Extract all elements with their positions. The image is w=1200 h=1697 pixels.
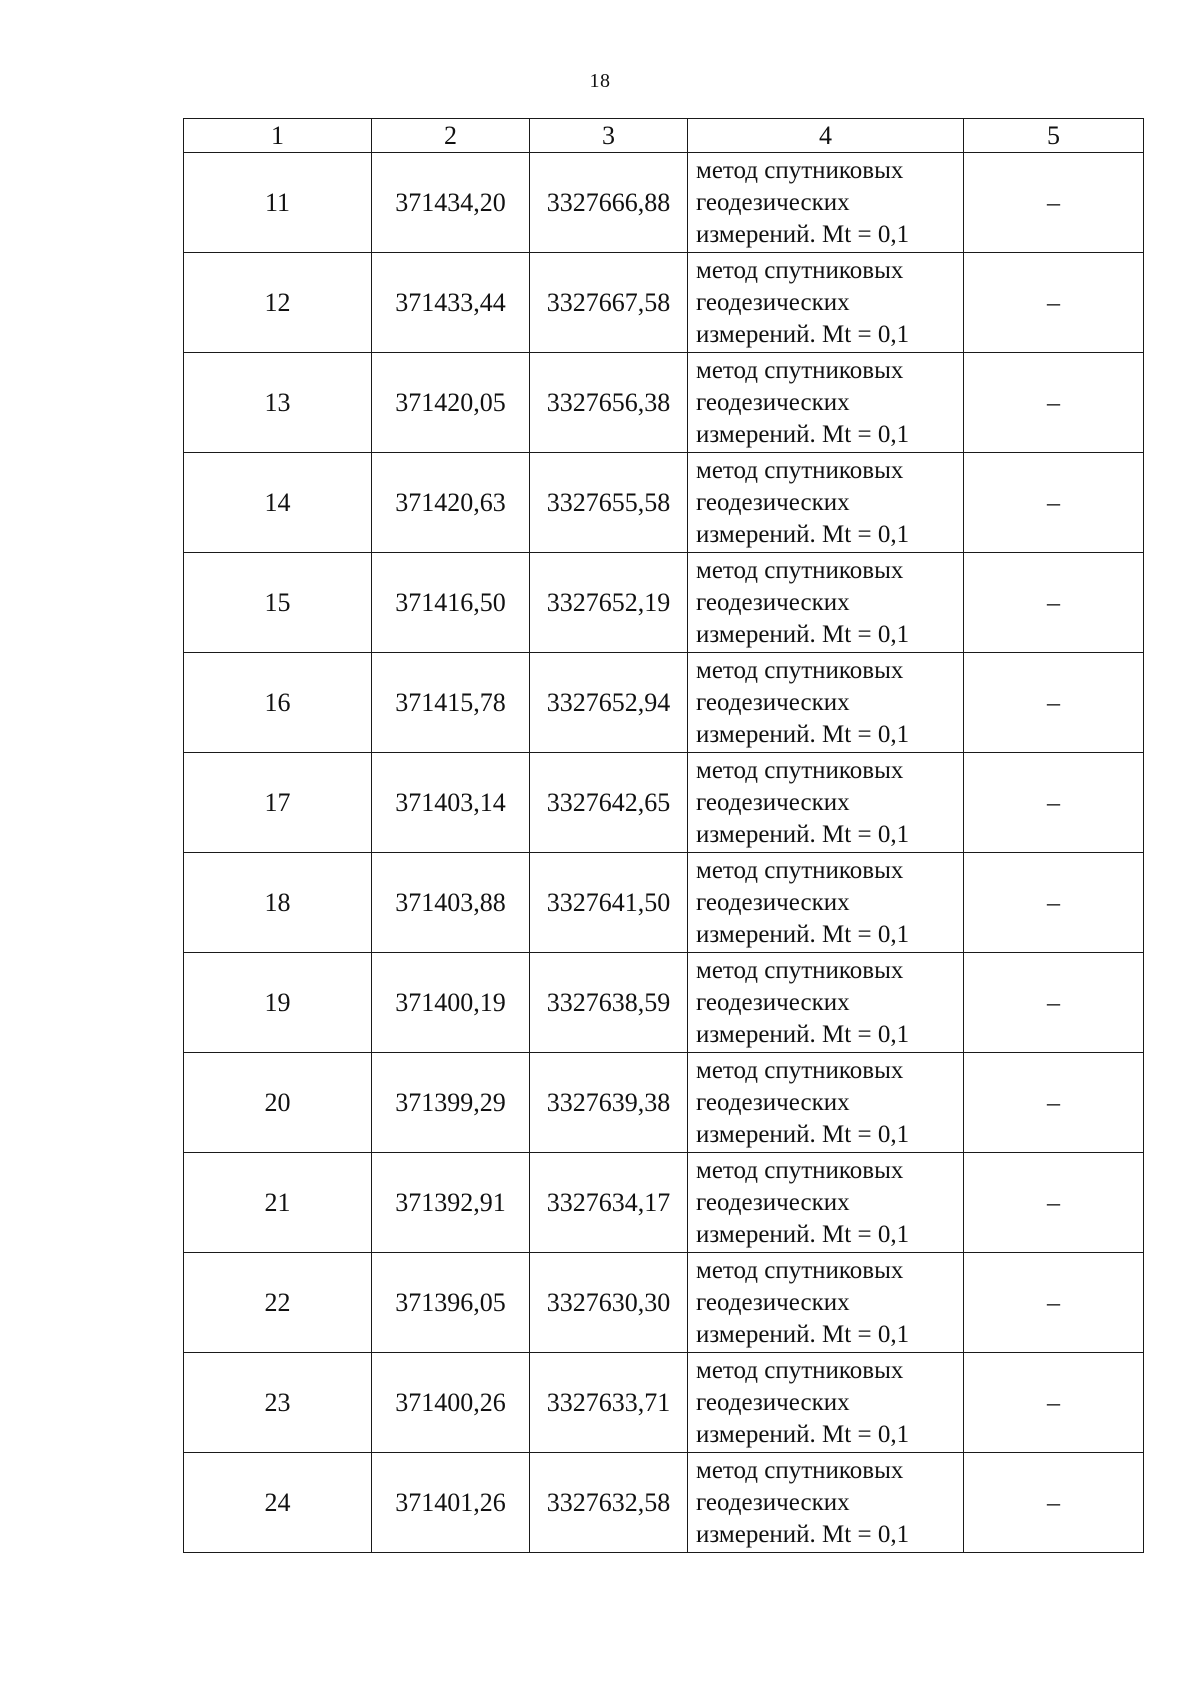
coordinate-x-cell: 371400,19 [372,953,530,1053]
point-number-cell: 18 [184,853,372,953]
table-row [184,1153,1144,1253]
note-cell: – [964,653,1144,753]
method-cell [688,1253,964,1353]
coordinate-y-cell: 3327633,71 [530,1353,688,1453]
coordinate-y-cell: 3327638,59 [530,953,688,1053]
table-row [184,453,1144,553]
table-row [184,753,1144,853]
method-line-3: измерений. Mt = 0,1 [696,1320,910,1348]
method-line-1: метод спутниковых [696,656,904,684]
coordinate-y-cell: 3327666,88 [530,153,688,253]
method-line-3: измерений. Mt = 0,1 [696,520,910,548]
method-line-2: геодезических [696,288,850,316]
note-cell: – [964,1153,1144,1253]
coordinate-y-cell: 3327667,58 [530,253,688,353]
method-line-3: измерений. Mt = 0,1 [696,720,910,748]
note-cell: – [964,753,1144,853]
method-line-1: метод спутниковых [696,156,904,184]
method-cell [688,253,964,353]
table-row [184,953,1144,1053]
table-row [184,1353,1144,1453]
method-line-3: измерений. Mt = 0,1 [696,1020,910,1048]
method-line-2: геодезических [696,588,850,616]
method-line-3: измерений. Mt = 0,1 [696,220,910,248]
method-cell [688,153,964,253]
method-line-2: геодезических [696,388,850,416]
coordinate-y-cell: 3327652,19 [530,553,688,653]
method-line-1: метод спутниковых [696,456,904,484]
point-number-cell: 23 [184,1353,372,1453]
note-cell: – [964,553,1144,653]
coordinate-x-cell: 371403,14 [372,753,530,853]
note-cell: – [964,153,1144,253]
method-line-2: геодезических [696,1088,850,1116]
coordinate-x-cell: 371415,78 [372,653,530,753]
coordinate-y-cell: 3327652,94 [530,653,688,753]
method-line-1: метод спутниковых [696,956,904,984]
method-line-2: геодезических [696,1288,850,1316]
method-line-1: метод спутниковых [696,856,904,884]
coordinate-x-cell: 371416,50 [372,553,530,653]
column-header-3: 3 [530,119,688,153]
column-header-2: 2 [372,119,530,153]
table-row [184,1253,1144,1353]
coordinate-x-cell: 371396,05 [372,1253,530,1353]
method-line-1: метод спутниковых [696,1156,904,1184]
note-cell: – [964,453,1144,553]
method-line-3: измерений. Mt = 0,1 [696,1220,910,1248]
method-line-1: метод спутниковых [696,256,904,284]
note-cell: – [964,353,1144,453]
coordinate-x-cell: 371434,20 [372,153,530,253]
method-line-1: метод спутниковых [696,356,904,384]
coordinate-x-cell: 371403,88 [372,853,530,953]
coordinate-y-cell: 3327630,30 [530,1253,688,1353]
method-line-3: измерений. Mt = 0,1 [696,1520,910,1548]
method-line-1: метод спутниковых [696,1356,904,1384]
column-header-1: 1 [184,119,372,153]
method-cell [688,953,964,1053]
coordinate-y-cell: 3327632,58 [530,1453,688,1553]
point-number-cell: 13 [184,353,372,453]
coordinate-y-cell: 3327642,65 [530,753,688,853]
point-number-cell: 17 [184,753,372,853]
method-line-3: измерений. Mt = 0,1 [696,620,910,648]
method-line-1: метод спутниковых [696,756,904,784]
coordinate-y-cell: 3327656,38 [530,353,688,453]
method-cell [688,1053,964,1153]
coordinate-x-cell: 371401,26 [372,1453,530,1553]
method-line-1: метод спутниковых [696,1456,904,1484]
point-number-cell: 20 [184,1053,372,1153]
column-header-4: 4 [688,119,964,153]
page-number: 18 [589,70,611,92]
note-cell: – [964,953,1144,1053]
point-number-cell: 11 [184,153,372,253]
column-header-5: 5 [964,119,1144,153]
coordinate-y-cell: 3327655,58 [530,453,688,553]
point-number-cell: 15 [184,553,372,653]
method-line-2: геодезических [696,1188,850,1216]
method-line-2: геодезических [696,1388,850,1416]
note-cell: – [964,1353,1144,1453]
method-cell [688,653,964,753]
method-cell [688,1353,964,1453]
coordinate-x-cell: 371400,26 [372,1353,530,1453]
method-line-1: метод спутниковых [696,556,904,584]
point-number-cell: 12 [184,253,372,353]
coordinate-y-cell: 3327641,50 [530,853,688,953]
table-row [184,253,1144,353]
method-line-2: геодезических [696,788,850,816]
method-line-3: измерений. Mt = 0,1 [696,820,910,848]
coordinate-y-cell: 3327634,17 [530,1153,688,1253]
point-number-cell: 24 [184,1453,372,1553]
method-line-3: измерений. Mt = 0,1 [696,1120,910,1148]
table-row [184,1453,1144,1553]
method-cell [688,453,964,553]
method-cell [688,1453,964,1553]
method-cell [688,1153,964,1253]
note-cell: – [964,253,1144,353]
method-line-3: измерений. Mt = 0,1 [696,1420,910,1448]
note-cell: – [964,1053,1144,1153]
coordinate-x-cell: 371399,29 [372,1053,530,1153]
coordinate-x-cell: 371420,63 [372,453,530,553]
note-cell: – [964,1253,1144,1353]
coordinate-x-cell: 371433,44 [372,253,530,353]
method-line-1: метод спутниковых [696,1056,904,1084]
method-line-3: измерений. Mt = 0,1 [696,420,910,448]
table-row [184,653,1144,753]
point-number-cell: 14 [184,453,372,553]
method-line-1: метод спутниковых [696,1256,904,1284]
table-row [184,353,1144,453]
method-cell [688,753,964,853]
table-row [184,553,1144,653]
method-line-3: измерений. Mt = 0,1 [696,920,910,948]
point-number-cell: 19 [184,953,372,1053]
method-line-3: измерений. Mt = 0,1 [696,320,910,348]
note-cell: – [964,1453,1144,1553]
method-line-2: геодезических [696,988,850,1016]
coordinates-table [183,118,1144,1553]
method-line-2: геодезических [696,1488,850,1516]
table-row [184,853,1144,953]
method-line-2: геодезических [696,488,850,516]
point-number-cell: 21 [184,1153,372,1253]
method-cell [688,553,964,653]
method-cell [688,353,964,453]
table-header-row [184,119,1144,153]
method-line-2: геодезических [696,888,850,916]
note-cell: – [964,853,1144,953]
coordinate-x-cell: 371420,05 [372,353,530,453]
table-row [184,1053,1144,1153]
point-number-cell: 16 [184,653,372,753]
point-number-cell: 22 [184,1253,372,1353]
method-line-2: геодезических [696,688,850,716]
coordinate-x-cell: 371392,91 [372,1153,530,1253]
coordinate-y-cell: 3327639,38 [530,1053,688,1153]
method-cell [688,853,964,953]
table-row [184,153,1144,253]
method-line-2: геодезических [696,188,850,216]
